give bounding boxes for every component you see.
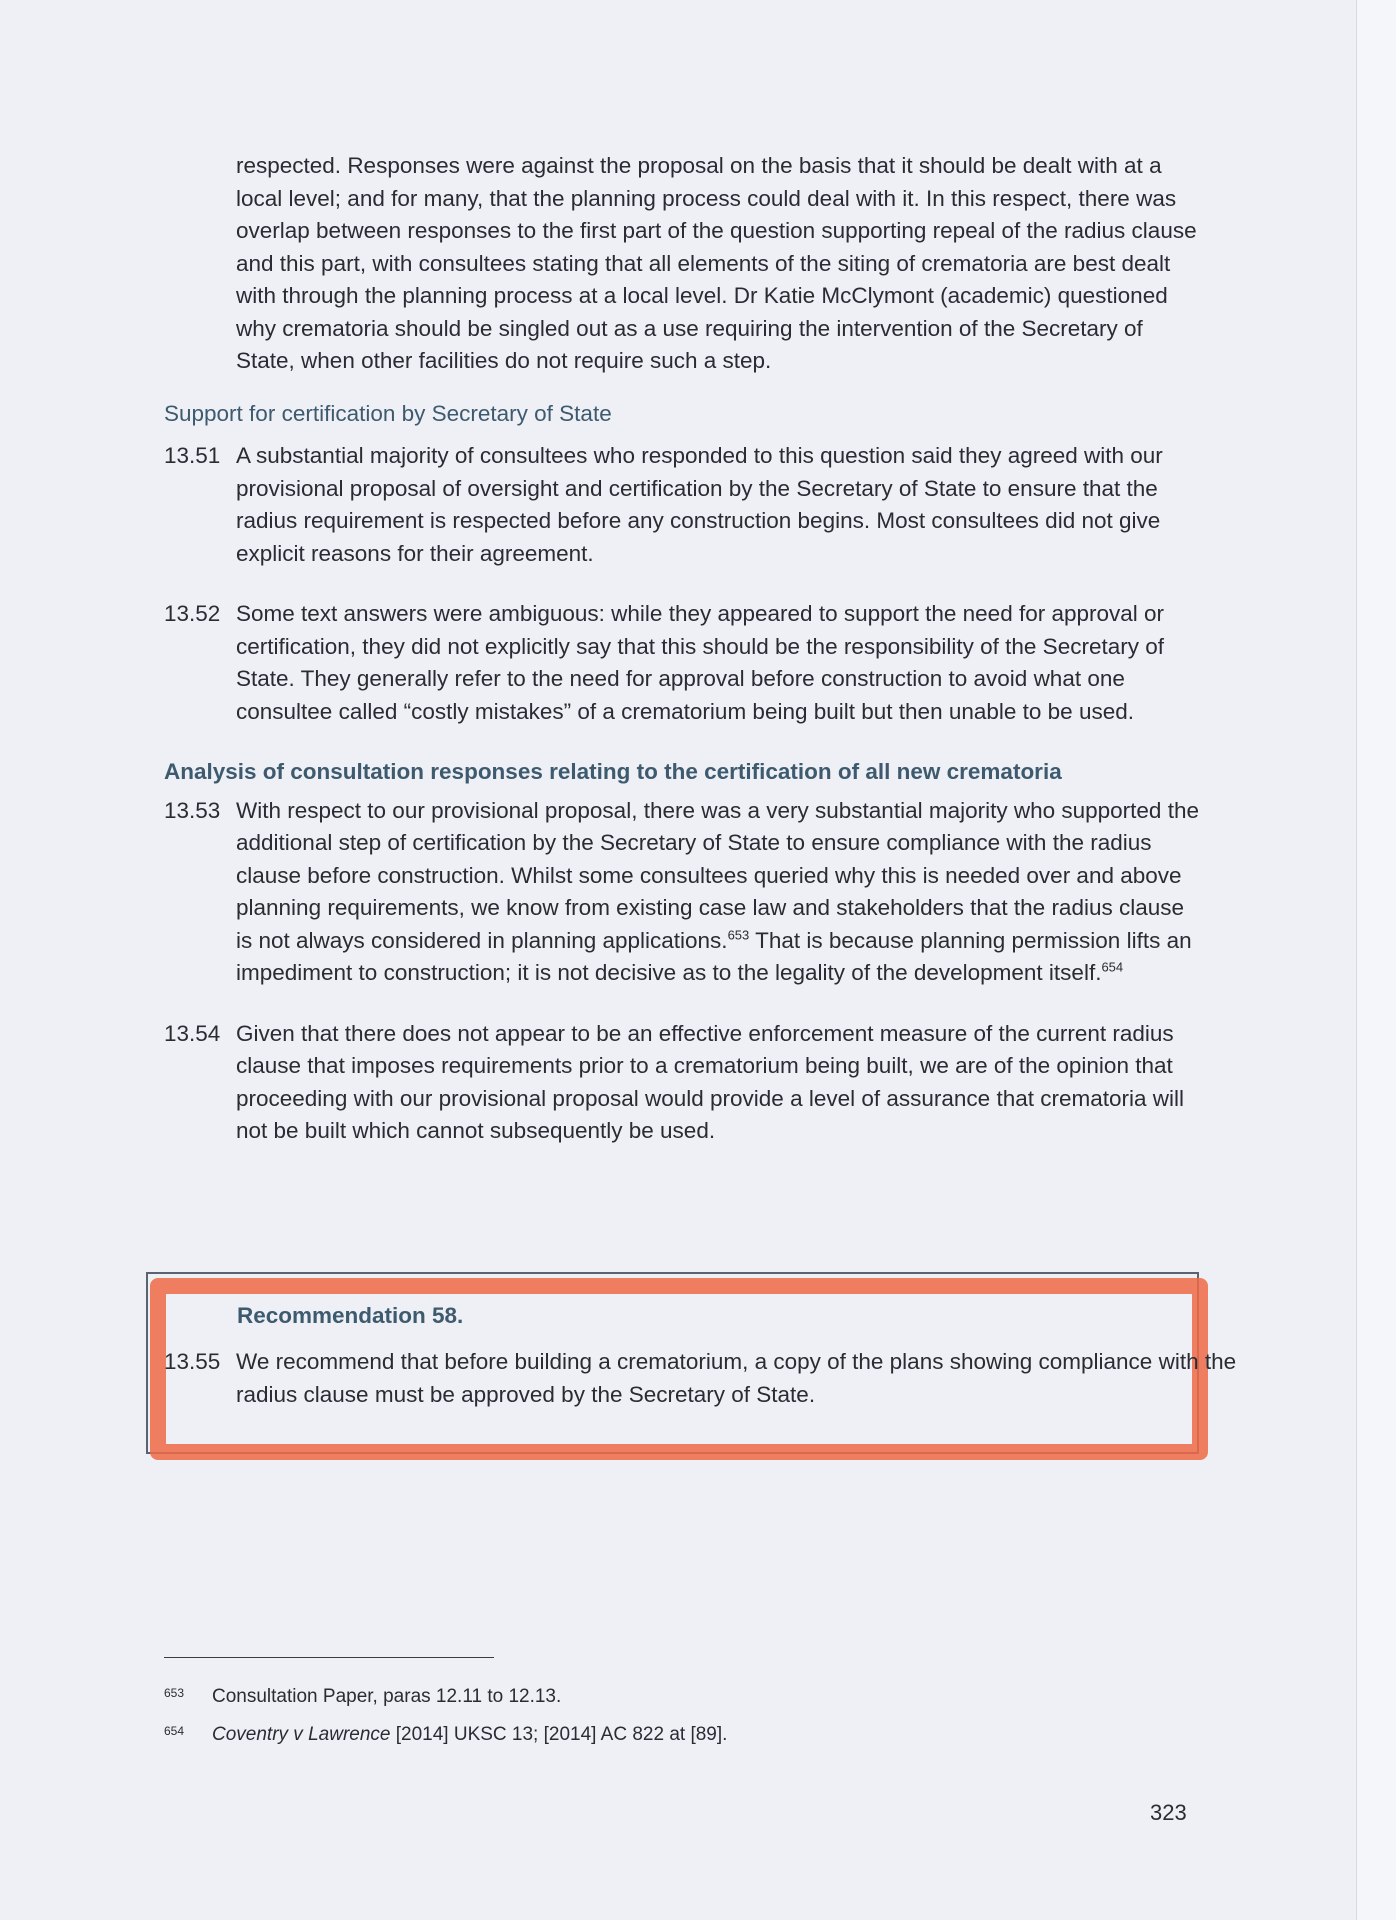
subheading: Support for certification by Secretary of State xyxy=(164,400,612,426)
paragraph-number: 13.55 xyxy=(164,1349,221,1374)
paragraph-number: 13.53 xyxy=(164,797,221,823)
footnote-653 xyxy=(164,1684,561,1710)
footnote-number: 653 xyxy=(164,1686,185,1700)
footnote-text: Consultation Paper, paras 12.11 to 12.13. xyxy=(212,1686,562,1707)
paragraph-13-55 xyxy=(164,1346,1246,1411)
paragraph-text: With respect to our provisional proposal, there was a very substantial majority who supported the additional step of certification by the Secretary of State to ensure compliance with the radius clause before construction. Whilst some consultees queried why this is needed over and above planning requirements, we know from existing case law and stakeholders that the radius clause is not always considered in planning applications. xyxy=(236,797,1199,953)
paragraph-13-54 xyxy=(164,1018,1200,1148)
footnote-654 xyxy=(164,1722,727,1748)
footnote-ref-653[interactable]: 653 xyxy=(727,927,750,942)
paragraph-number: 13.54 xyxy=(164,1020,221,1046)
paragraph-text: Some text answers were ambiguous: while they appeared to support the need for approval or certification, they did not explicitly say that this should be the responsibility of the Secretary of State. They generally refer to the need for approval before construction to avoid what one consultee called “costly mistakes” of a crematorium being built but then unable to be used. xyxy=(236,601,1165,724)
paragraph-text-continued: That is because planning permission lifts an impediment to construction; it is not decisive as to the legality of the development itself. xyxy=(236,927,1192,985)
paragraph-13-53 xyxy=(164,795,1200,990)
page-number: 323 xyxy=(1150,1800,1187,1825)
paragraph-13-52 xyxy=(164,598,1200,728)
paragraph-13-51 xyxy=(164,440,1200,570)
paragraph-text: We recommend that before building a crematorium, a copy of the plans showing compliance with the radius clause must be approved by the Secretary of State. xyxy=(236,1349,1237,1407)
footnote-divider xyxy=(164,1657,494,1658)
paragraph-number: 13.51 xyxy=(164,443,221,468)
footnote-case-name: Coventry v Lawrence xyxy=(212,1724,391,1745)
paragraph-number: 13.52 xyxy=(164,601,221,626)
footnote-ref-654[interactable]: 654 xyxy=(1101,959,1124,975)
continuation-paragraph: respected. Responses were against the proposal on the basis that it should be dealt with at a local level; and for many, that the planning process could deal with it. In this respect, there was overlap between responses to the first part of the question supporting repeal of the radius clause and this part, with consultees stating that all elements of the siting of crematoria are best dealt with through the planning process at a local level. Dr Katie McClymont (academic) questioned why crematoria should be singled out as a use requiring the intervention of the Secretary of State, when other facilities do not require such a step. xyxy=(236,153,1197,373)
footnote-number: 654 xyxy=(164,1724,185,1738)
paragraph-text: A substantial majority of consultees who responded to this question said they agreed with our provisional proposal of oversight and certification by the Secretary of State to ensure that the radius requirement is respected before any construction begins. Most consultees did not give explicit reasons for their agreement. xyxy=(236,443,1163,566)
section-heading: Analysis of consultation responses relating to the certification of all new crematoria xyxy=(164,759,1062,784)
body-text xyxy=(164,150,1200,1176)
recommendation-title: Recommendation 58. xyxy=(237,1303,464,1328)
paragraph-text: Given that there does not appear to be an effective enforcement measure of the current radius clause that imposes requirements prior to a crematorium being built, we are of the opinion that proceeding with our provisional proposal would provide a level of assurance that crematoria will not be built which cannot subsequently be used. xyxy=(236,1020,1184,1143)
page-edge xyxy=(1356,0,1396,1920)
footnote-text: [2014] UKSC 13; [2014] AC 822 at [89]. xyxy=(390,1724,728,1745)
